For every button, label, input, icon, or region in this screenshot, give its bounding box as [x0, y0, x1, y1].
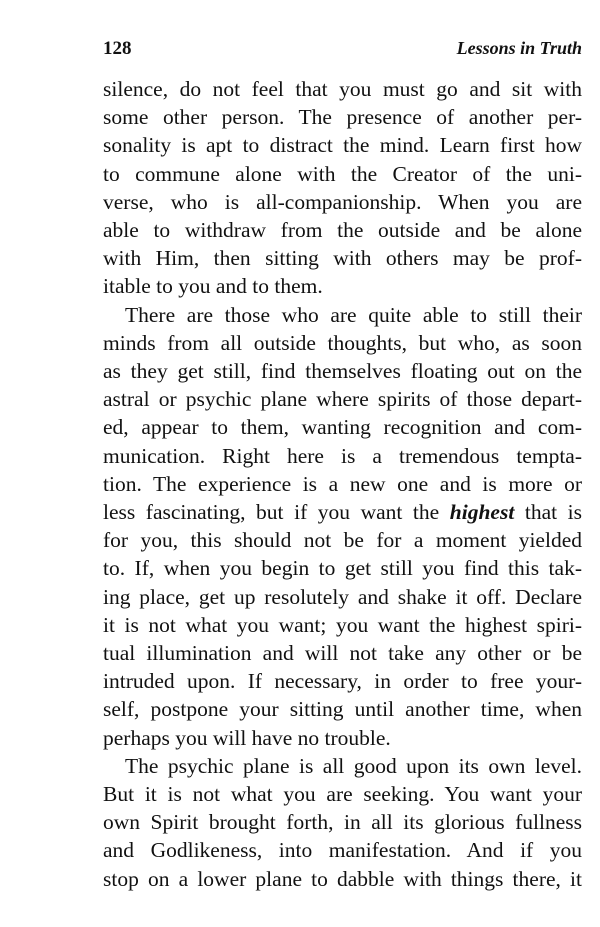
- text-line: There are those who are quite able to still their: [125, 302, 582, 327]
- text-line: ing place, get up resolutely and shake it off. Declare: [103, 584, 582, 609]
- text-line: perhaps you will have no trouble.: [103, 725, 391, 750]
- text-line: as they get still, find themselves floating out on the: [103, 359, 582, 384]
- page-number: 128: [103, 38, 132, 59]
- text-line: astral or psychic plane where spirits of those depart-: [103, 387, 582, 412]
- text-line: it is not what you want; you want the highest spiri-: [103, 612, 582, 637]
- text-line: munication. Right here is a tremendous tempta-: [103, 443, 582, 468]
- text-line: minds from all outside thoughts, but who, as soon: [103, 330, 582, 355]
- text-line: to. If, when you begin to get still you find this tak-: [103, 556, 582, 581]
- text-line: some other person. The presence of another per-: [103, 105, 582, 130]
- text-line: able to withdraw from the outside and be alone: [103, 218, 582, 243]
- text-line-with-emphasis: [103, 498, 582, 526]
- text-line: sonality is apt to distract the mind. Learn first how: [103, 133, 582, 158]
- text-line: and Godlikeness, into manifestation. And if you: [103, 838, 582, 863]
- text-line: intruded upon. If necessary, in order to free your-: [103, 669, 582, 694]
- text-segment: less fascinating, but if you want the: [103, 500, 440, 525]
- text-line: stop on a lower plane to dabble with things there, it: [103, 866, 582, 891]
- text-line: with Him, then sitting with others may be prof-: [103, 246, 582, 271]
- running-title: Lessons in Truth: [456, 38, 582, 58]
- text-line: ed, appear to them, wanting recognition and com-: [103, 415, 582, 440]
- text-line: own Spirit brought forth, in all its glorious fullness: [103, 810, 582, 835]
- text-segment: that is: [524, 500, 582, 525]
- text-line: tual illumination and will not take any other or be: [103, 641, 582, 666]
- body-text: [103, 75, 582, 893]
- text-line: silence, do not feel that you must go and sit with: [103, 77, 582, 101]
- text-line: The psychic plane is all good upon its own level.: [125, 753, 582, 778]
- text-line: tion. The experience is a new one and is more or: [103, 471, 582, 496]
- text-line: itable to you and to them.: [103, 274, 323, 299]
- text-line: But it is not what you are seeking. You want your: [103, 782, 582, 807]
- running-head: [103, 38, 582, 64]
- text-line: to commune alone with the Creator of the uni-: [103, 161, 582, 186]
- text-line: verse, who is all-companionship. When you are: [103, 189, 582, 214]
- text-line: self, postpone your sitting until another time, when: [103, 697, 582, 722]
- emphasis-word: highest: [449, 500, 515, 525]
- text-line: for you, this should not be for a moment yielded: [103, 528, 582, 553]
